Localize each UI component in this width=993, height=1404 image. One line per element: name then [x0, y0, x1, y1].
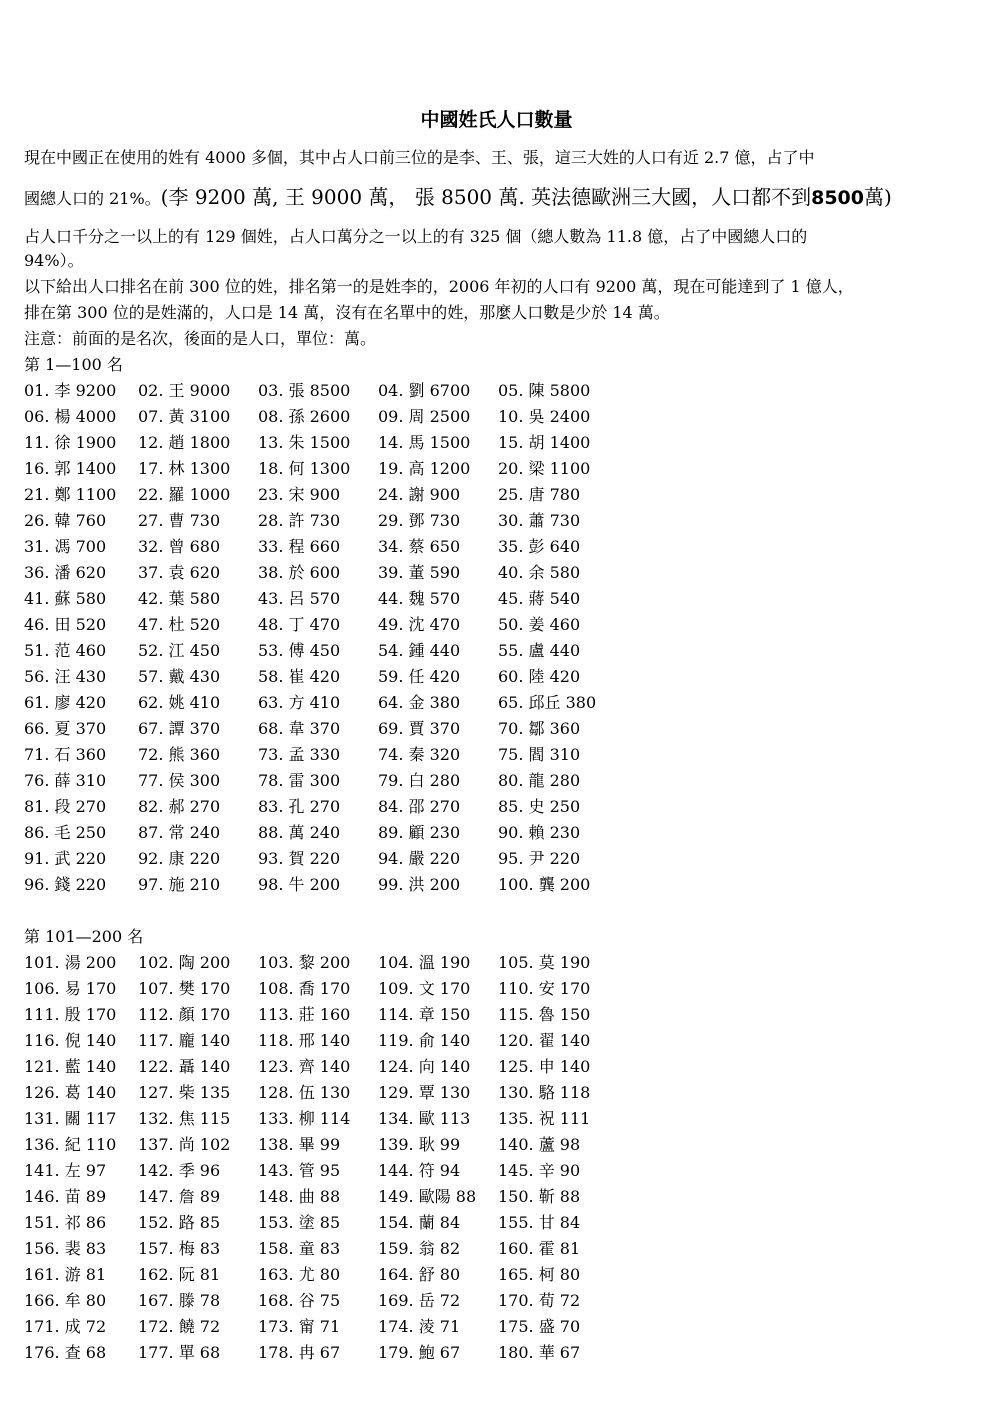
table-row [24, 846, 724, 872]
surname-entry: 19. 高 1200 [378, 459, 471, 478]
table-row [24, 586, 724, 612]
surname-entry: 133. 柳 114 [258, 1109, 351, 1128]
surname-entry: 104. 溫 190 [378, 953, 471, 972]
surname-entry: 31. 馮 700 [24, 537, 107, 556]
surname-entry: 03. 張 8500 [258, 381, 351, 400]
surname-entry: 15. 胡 1400 [498, 433, 591, 452]
table-row [24, 716, 724, 742]
surname-entry: 108. 喬 170 [258, 979, 351, 998]
surname-entry: 80. 龍 280 [498, 771, 581, 790]
surname-entry: 73. 孟 330 [258, 745, 341, 764]
surname-entry: 82. 郝 270 [138, 797, 221, 816]
surname-entry: 98. 牛 200 [258, 875, 341, 894]
surname-entry: 57. 戴 430 [138, 667, 221, 686]
table-row [24, 612, 724, 638]
surname-entry: 177. 單 68 [138, 1343, 221, 1362]
surname-entry: 48. 丁 470 [258, 615, 341, 634]
table-row [24, 794, 724, 820]
surname-entry: 47. 杜 520 [138, 615, 221, 634]
surname-entry: 132. 焦 115 [138, 1109, 231, 1128]
surname-entry: 46. 田 520 [24, 615, 107, 634]
surname-entry: 123. 齊 140 [258, 1057, 351, 1076]
surname-entry: 168. 谷 75 [258, 1291, 341, 1310]
surname-entry: 49. 沈 470 [378, 615, 461, 634]
page-title: 中國姓氏人口數量 [420, 109, 573, 131]
table-row [24, 690, 724, 716]
surname-entry: 05. 陳 5800 [498, 381, 591, 400]
surname-entry: 83. 孔 270 [258, 797, 341, 816]
ranking-section-101-200 [24, 924, 724, 1366]
surname-entry: 79. 白 280 [378, 771, 461, 790]
surname-entry: 30. 蕭 730 [498, 511, 581, 530]
surname-entry: 152. 路 85 [138, 1213, 221, 1232]
surname-entry: 90. 賴 230 [498, 823, 581, 842]
surname-entry: 63. 方 410 [258, 693, 341, 712]
surname-entry: 127. 柴 135 [138, 1083, 231, 1102]
surname-entry: 52. 江 450 [138, 641, 221, 660]
table-row [24, 1132, 724, 1158]
surname-entry: 126. 葛 140 [24, 1083, 117, 1102]
table-row [24, 482, 724, 508]
surname-entry: 87. 常 240 [138, 823, 221, 842]
surname-entry: 174. 淩 71 [378, 1317, 461, 1336]
surname-entry: 07. 黃 3100 [138, 407, 231, 426]
surname-entry: 102. 陶 200 [138, 953, 231, 972]
surname-entry: 20. 梁 1100 [498, 459, 591, 478]
surname-entry: 124. 向 140 [378, 1057, 471, 1076]
surname-entry: 37. 袁 620 [138, 563, 221, 582]
surname-entry: 61. 廖 420 [24, 693, 107, 712]
surname-entry: 24. 謝 900 [378, 485, 461, 504]
surname-entry: 10. 吳 2400 [498, 407, 591, 426]
table-row [24, 1080, 724, 1106]
surname-entry: 114. 章 150 [378, 1005, 471, 1024]
table-row [24, 456, 724, 482]
surname-entry: 162. 阮 81 [138, 1265, 221, 1284]
surname-entry: 09. 周 2500 [378, 407, 471, 426]
surname-entry: 110. 安 170 [498, 979, 591, 998]
surname-entry: 81. 段 270 [24, 797, 107, 816]
surname-entry: 106. 易 170 [24, 979, 117, 998]
surname-entry: 136. 紀 110 [24, 1135, 117, 1154]
surname-entry: 58. 崔 420 [258, 667, 341, 686]
intro-line-5: 以下給出人口排名在前 300 位的姓，排名第一的是姓李的，2006 年初的人口有 9200 萬，現在可能達到了 1 億人， [24, 277, 854, 296]
intro-line-4: 94%）。 [24, 251, 84, 270]
surname-entry: 22. 羅 1000 [138, 485, 231, 504]
surname-entry: 68. 韋 370 [258, 719, 341, 738]
surname-entry: 71. 石 360 [24, 745, 107, 764]
table-row [24, 534, 724, 560]
surname-entry: 159. 翁 82 [378, 1239, 461, 1258]
surname-entry: 130. 駱 118 [498, 1083, 591, 1102]
surname-entry: 78. 雷 300 [258, 771, 341, 790]
surname-entry: 175. 盛 70 [498, 1317, 581, 1336]
surname-entry: 01. 李 9200 [24, 381, 117, 400]
section-heading: 第 101—200 名 [24, 927, 144, 946]
surname-entry: 12. 趙 1800 [138, 433, 231, 452]
table-row [24, 1158, 724, 1184]
surname-entry: 70. 鄒 360 [498, 719, 581, 738]
surname-entry: 135. 祝 111 [498, 1109, 591, 1128]
surname-entry: 69. 賈 370 [378, 719, 461, 738]
surname-entry: 160. 霍 81 [498, 1239, 581, 1258]
surname-entry: 107. 樊 170 [138, 979, 231, 998]
surname-entry: 06. 楊 4000 [24, 407, 117, 426]
surname-entry: 84. 邵 270 [378, 797, 461, 816]
surname-entry: 50. 姜 460 [498, 615, 581, 634]
surname-entry: 101. 湯 200 [24, 953, 117, 972]
surname-entry: 74. 秦 320 [378, 745, 461, 764]
surname-entry: 166. 牟 80 [24, 1291, 107, 1310]
surname-entry: 129. 覃 130 [378, 1083, 471, 1102]
surname-entry: 158. 童 83 [258, 1239, 341, 1258]
surname-entry: 153. 塗 85 [258, 1213, 341, 1232]
surname-entry: 122. 聶 140 [138, 1057, 231, 1076]
intro-line-2b: (李 9200 萬, 王 9000 萬， 張 8500 萬. 英法德歐洲三大國，人口都不到 [160, 185, 812, 209]
surname-entry: 131. 關 117 [24, 1109, 117, 1128]
surname-entry: 161. 游 81 [24, 1265, 107, 1284]
intro-line-2c: 8500 [811, 187, 864, 209]
surname-entry: 34. 蔡 650 [378, 537, 461, 556]
intro-line-6: 排在第 300 位的是姓滿的，人口是 14 萬，沒有在名單中的姓，那麼人口數是少於 14 萬。 [24, 303, 670, 322]
surname-entry: 08. 孫 2600 [258, 407, 351, 426]
surname-entry: 94. 嚴 220 [378, 849, 461, 868]
surname-entry: 169. 岳 72 [378, 1291, 461, 1310]
surname-entry: 144. 符 94 [378, 1161, 461, 1180]
section-heading: 第 1—100 名 [24, 355, 123, 374]
surname-entry: 134. 歐 113 [378, 1109, 471, 1128]
surname-entry: 141. 左 97 [24, 1161, 107, 1180]
surname-entry: 35. 彭 640 [498, 537, 581, 556]
surname-entry: 53. 傅 450 [258, 641, 341, 660]
intro-line-7: 注意：前面的是名次，後面的是人口，單位：萬。 [24, 329, 377, 348]
surname-entry: 138. 畢 99 [258, 1135, 341, 1154]
table-row [24, 950, 724, 976]
surname-entry: 29. 鄧 730 [378, 511, 461, 530]
surname-entry: 171. 成 72 [24, 1317, 107, 1336]
table-row [24, 1184, 724, 1210]
surname-entry: 11. 徐 1900 [24, 433, 117, 452]
surname-entry: 113. 莊 160 [258, 1005, 351, 1024]
table-row [24, 1340, 724, 1366]
surname-entry: 25. 唐 780 [498, 485, 581, 504]
surname-entry: 137. 尚 102 [138, 1135, 231, 1154]
surname-entry: 44. 魏 570 [378, 589, 461, 608]
ranking-rows [24, 950, 724, 1366]
surname-entry: 173. 甯 71 [258, 1317, 341, 1336]
surname-entry: 103. 黎 200 [258, 953, 351, 972]
surname-entry: 23. 宋 900 [258, 485, 341, 504]
table-row [24, 1106, 724, 1132]
table-row [24, 430, 724, 456]
intro-line-1: 現在中國正在使用的姓有 4000 多個，其中占人口前三位的是李、王、張，這三大姓的人口有近 2.7 億，占了中 [24, 148, 815, 167]
surname-entry: 157. 梅 83 [138, 1239, 221, 1258]
surname-entry: 59. 任 420 [378, 667, 461, 686]
surname-entry: 99. 洪 200 [378, 875, 461, 894]
table-row [24, 1288, 724, 1314]
surname-entry: 140. 蘆 98 [498, 1135, 581, 1154]
table-row [24, 820, 724, 846]
surname-entry: 167. 滕 78 [138, 1291, 221, 1310]
intro-line-3: 占人口千分之一以上的有 129 個姓，占人口萬分之一以上的有 325 個（總人數為 11.8 億，占了中國總人口的 [24, 227, 808, 246]
surname-entry: 39. 董 590 [378, 563, 461, 582]
surname-entry: 04. 劉 6700 [378, 381, 471, 400]
surname-entry: 88. 萬 240 [258, 823, 341, 842]
surname-entry: 176. 查 68 [24, 1343, 107, 1362]
surname-entry: 28. 許 730 [258, 511, 341, 530]
surname-entry: 178. 冉 67 [258, 1343, 341, 1362]
surname-entry: 54. 鍾 440 [378, 641, 461, 660]
surname-entry: 32. 曾 680 [138, 537, 221, 556]
surname-entry: 89. 顧 230 [378, 823, 461, 842]
surname-entry: 93. 賀 220 [258, 849, 341, 868]
table-row [24, 404, 724, 430]
surname-entry: 76. 薛 310 [24, 771, 107, 790]
table-row [24, 768, 724, 794]
surname-entry: 13. 朱 1500 [258, 433, 351, 452]
surname-entry: 43. 呂 570 [258, 589, 341, 608]
table-row [24, 378, 724, 404]
surname-entry: 109. 文 170 [378, 979, 471, 998]
surname-entry: 16. 郭 1400 [24, 459, 117, 478]
surname-entry: 112. 顏 170 [138, 1005, 231, 1024]
surname-entry: 91. 武 220 [24, 849, 107, 868]
surname-entry: 154. 蘭 84 [378, 1213, 461, 1232]
surname-entry: 117. 龐 140 [138, 1031, 231, 1050]
surname-entry: 75. 閻 310 [498, 745, 581, 764]
surname-entry: 64. 金 380 [378, 693, 461, 712]
surname-entry: 97. 施 210 [138, 875, 221, 894]
surname-entry: 45. 蔣 540 [498, 589, 581, 608]
surname-entry: 172. 饒 72 [138, 1317, 221, 1336]
surname-entry: 115. 魯 150 [498, 1005, 591, 1024]
table-row [24, 1236, 724, 1262]
surname-entry: 165. 柯 80 [498, 1265, 581, 1284]
surname-entry: 163. 尤 80 [258, 1265, 341, 1284]
table-row [24, 1054, 724, 1080]
surname-entry: 72. 熊 360 [138, 745, 221, 764]
table-row [24, 664, 724, 690]
surname-entry: 65. 邱丘 380 [498, 693, 597, 712]
intro-line-2d: 萬) [863, 185, 892, 209]
surname-entry: 77. 侯 300 [138, 771, 221, 790]
surname-entry: 55. 盧 440 [498, 641, 581, 660]
surname-entry: 60. 陸 420 [498, 667, 581, 686]
surname-entry: 118. 邢 140 [258, 1031, 351, 1050]
table-row [24, 742, 724, 768]
surname-entry: 27. 曹 730 [138, 511, 221, 530]
intro-line-2a: 國總人口的 21%。 [24, 189, 161, 208]
surname-entry: 105. 莫 190 [498, 953, 591, 972]
surname-entry: 18. 何 1300 [258, 459, 351, 478]
surname-entry: 92. 康 220 [138, 849, 221, 868]
surname-entry: 56. 汪 430 [24, 667, 107, 686]
surname-entry: 40. 余 580 [498, 563, 581, 582]
table-row [24, 1028, 724, 1054]
table-row [24, 1002, 724, 1028]
surname-entry: 111. 殷 170 [24, 1005, 117, 1024]
surname-entry: 179. 鮑 67 [378, 1343, 461, 1362]
surname-entry: 33. 程 660 [258, 537, 341, 556]
surname-entry: 156. 裴 83 [24, 1239, 107, 1258]
surname-entry: 66. 夏 370 [24, 719, 107, 738]
table-row [24, 976, 724, 1002]
surname-entry: 170. 荀 72 [498, 1291, 581, 1310]
surname-entry: 36. 潘 620 [24, 563, 107, 582]
surname-entry: 121. 藍 140 [24, 1057, 117, 1076]
surname-entry: 02. 王 9000 [138, 381, 231, 400]
surname-entry: 67. 譚 370 [138, 719, 221, 738]
ranking-section-1-100 [24, 352, 724, 898]
surname-entry: 120. 翟 140 [498, 1031, 591, 1050]
surname-entry: 42. 葉 580 [138, 589, 221, 608]
surname-entry: 146. 苗 89 [24, 1187, 107, 1206]
surname-entry: 51. 范 460 [24, 641, 107, 660]
table-row [24, 1210, 724, 1236]
surname-entry: 150. 靳 88 [498, 1187, 581, 1206]
surname-entry: 116. 倪 140 [24, 1031, 117, 1050]
surname-entry: 14. 馬 1500 [378, 433, 471, 452]
table-row [24, 638, 724, 664]
intro-line-2 [24, 180, 964, 216]
surname-entry: 41. 蘇 580 [24, 589, 107, 608]
surname-entry: 139. 耿 99 [378, 1135, 461, 1154]
surname-entry: 119. 俞 140 [378, 1031, 471, 1050]
surname-entry: 125. 申 140 [498, 1057, 591, 1076]
table-row [24, 508, 724, 534]
surname-entry: 145. 辛 90 [498, 1161, 581, 1180]
surname-entry: 17. 林 1300 [138, 459, 231, 478]
table-row [24, 1314, 724, 1340]
surname-entry: 86. 毛 250 [24, 823, 107, 842]
surname-entry: 155. 甘 84 [498, 1213, 581, 1232]
surname-entry: 151. 祁 86 [24, 1213, 107, 1232]
surname-entry: 38. 於 600 [258, 563, 341, 582]
surname-entry: 148. 曲 88 [258, 1187, 341, 1206]
surname-entry: 95. 尹 220 [498, 849, 581, 868]
surname-entry: 180. 華 67 [498, 1343, 581, 1362]
surname-entry: 142. 季 96 [138, 1161, 221, 1180]
table-row [24, 872, 724, 898]
surname-entry: 164. 舒 80 [378, 1265, 461, 1284]
surname-entry: 21. 鄭 1100 [24, 485, 117, 504]
ranking-rows [24, 378, 724, 898]
surname-entry: 100. 龔 200 [498, 875, 591, 894]
surname-entry: 143. 管 95 [258, 1161, 341, 1180]
surname-entry: 147. 詹 89 [138, 1187, 221, 1206]
surname-entry: 96. 錢 220 [24, 875, 107, 894]
surname-entry: 128. 伍 130 [258, 1083, 351, 1102]
surname-entry: 149. 歐陽 88 [378, 1187, 477, 1206]
table-row [24, 560, 724, 586]
surname-entry: 62. 姚 410 [138, 693, 221, 712]
surname-entry: 26. 韓 760 [24, 511, 107, 530]
table-row [24, 1262, 724, 1288]
surname-entry: 85. 史 250 [498, 797, 581, 816]
